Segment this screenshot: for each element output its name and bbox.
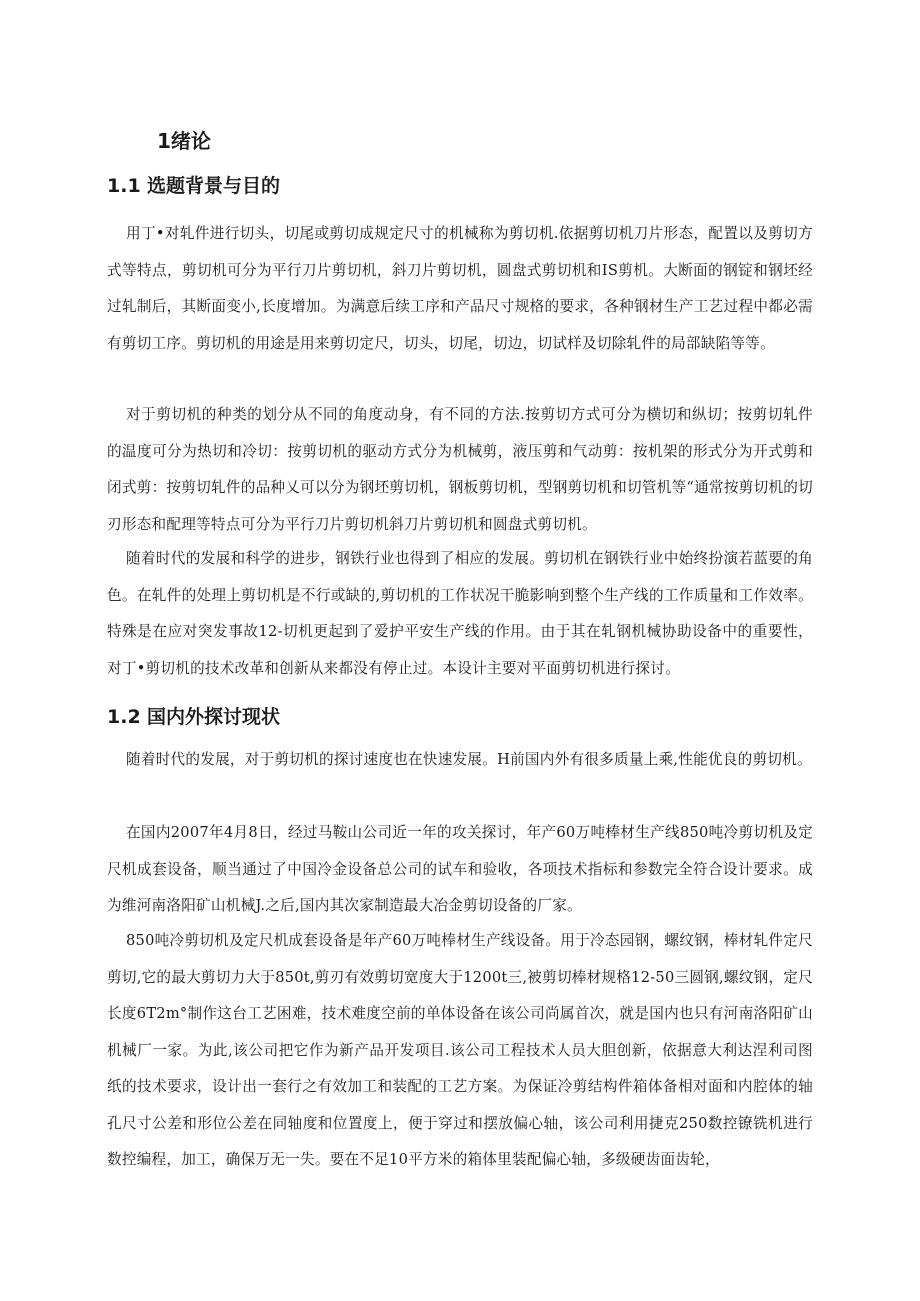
- section-number: 1.2: [107, 706, 141, 728]
- paragraph-3: 随着时代的发展和科学的进步，钢铁行业也得到了相应的发展。剪切机在钢铁行业中始终扮演若蓝要的角色。在轧件的处理上剪切机是不行或缺的,剪切机的工作状况干脆影响到整个生产线的工作质量和工作效率。特殊是在应对突发事故12-切机更起到了爱护平安生产线的作用。由于其在轧钢机械协助设备中的重要性，对丁•剪切机的技术改革和创新从来都没有停止过。本设计主要对平面剪切机进行探讨。: [107, 550, 813, 677]
- section-title: 选题背景与目的: [147, 175, 281, 197]
- section-heading-1-2: [107, 702, 280, 732]
- paragraph-1: 用丁•对轧件进行切头，切尾或剪切成规定尺寸的机械称为剪切机.依据剪切机刀片形态，配置以及剪切方式等特点，剪切机可分为平行刀片剪切机，斜刀片剪切机，圆盘式剪切机和IS剪机。大断面的钢锭和钢坯经过轧制后，其断面变小,长度增加。为满意后续工序和产品尺寸规格的要求，各种钢材生产工艺过程中都必需有剪切工序。剪切机的用途是用来剪切定尺，切头，切尾，切边，切试样及切除轧件的局部缺陷等等。: [107, 225, 813, 352]
- paragraph-6: 850吨冷剪切机及定尺机成套设备是年产60万吨棒材生产线设备。用于冷态园钢，螺纹钢，棒材轧件定尺剪切,它的最大剪切力大于850t,剪刃有效剪切宽度大于1200t三,被剪切棒材规格12-50三圆钢,螺纹钢，定尺长度6T2m°制作这台工艺困难，技术难度空前的单体设备在该公司尚属首次，就是国内也只有河南洛阳矿山机械厂一家。为此,该公司把它作为新产品开发项目.该公司工程技术人员大胆创新，依据意大利达涅利司图纸的技术要求，设计出一套行之有效加工和装配的工艺方案。为保证冷剪结构件箱体备相对面和内腔体的轴孔尺寸公差和形位公差在同轴度和位置度上，便于穿过和摆放偏心轴，该公司利用捷克250数控镣铣机进行数控编程，加工，确保万无一失。要在不足10平方米的箱体里装配偏心轴，多级硬齿面齿轮，: [107, 932, 813, 1168]
- section-title: 国内外探讨现状: [147, 706, 281, 728]
- paragraph-2: 对于剪切机的种类的划分从不同的角度动身，有不同的方法.按剪切方式可分为横切和纵切；按剪切轧件的温度可分为热切和冷切：按剪切机的驱动方式分为机械剪，液压剪和气动剪：按机架的形式分为开式剪和闭式剪：按剪切轧件的品种乂可以分为钢坯剪切机，钢板剪切机，型钢剪切机和切管机等“通常按剪切机的切刃形态和配理等特点可分为平行刀片剪切机斜刀片剪切机和圆盘式剪切机。: [107, 406, 813, 533]
- paragraph-5: 在国内2007年4月8日，经过马鞍山公司近一年的攻关探讨，年产60万吨棒材生产线850吨冷剪切机及定尺机成套设备，顺当通过了中国冷金设备总公司的试车和验收，各项技术指标和参数完全符合设计要求。成为维河南洛阳矿山机械J.之后,国内其次家制造最大冶金剪切设备的厂家。: [107, 824, 813, 914]
- section-heading-1-1: [107, 171, 280, 201]
- paragraph-4: 随着时代的发展，对于剪切机的探讨速度也在快速发展。H前国内外有很多质量上乘,性能优良的剪切机。: [126, 751, 812, 768]
- section-number: 1.1: [107, 175, 141, 197]
- chapter-title: 1绪论: [157, 129, 211, 153]
